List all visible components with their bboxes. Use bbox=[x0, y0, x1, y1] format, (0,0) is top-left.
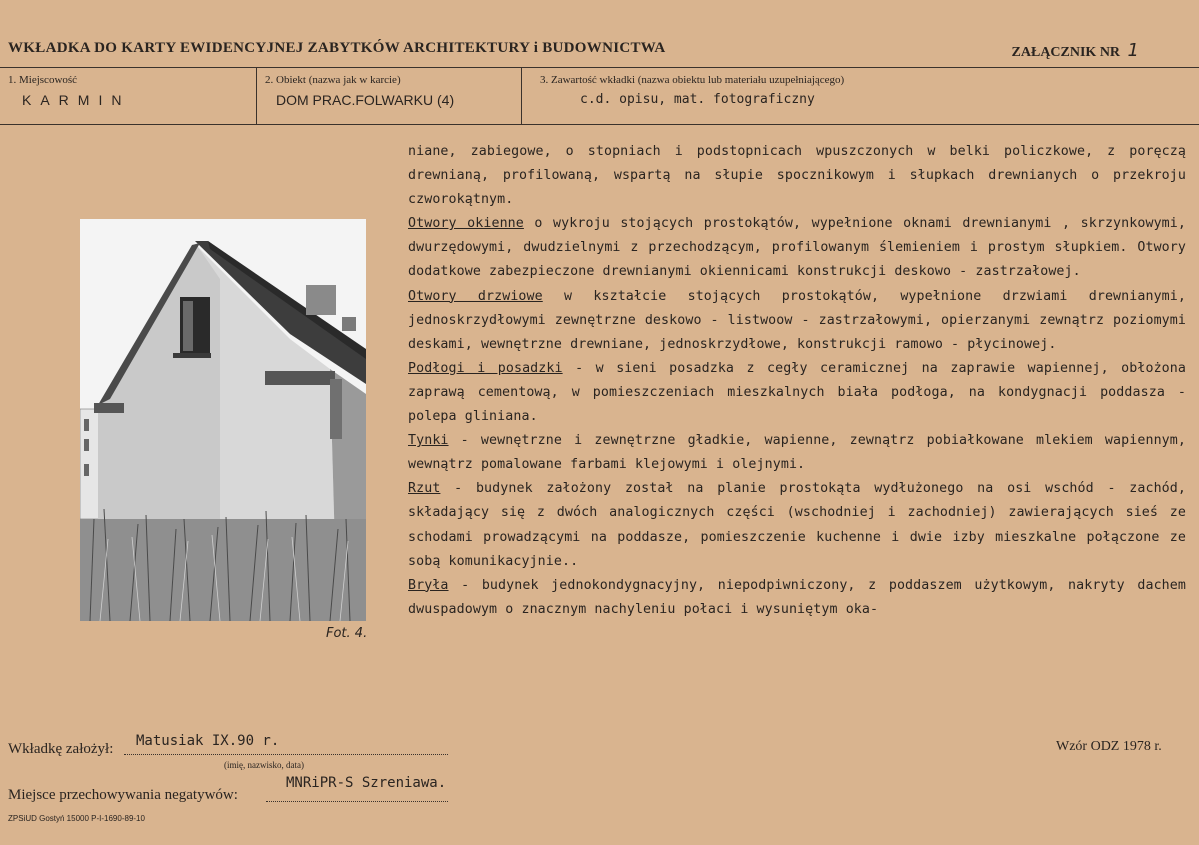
text-doors: w kształcie stojących prostokątów, wypełnione drzwiami drewnianymi, jednoskrzydłowymi zewnętrzne deskowo - listwoow - zastrzałowymi, opierzanymi zewnątrz poziomymi deskami, wewnętrzne drewniane, jednoskrzydłowe, konstrukcji ramowo - płycinowej. bbox=[408, 288, 1186, 352]
field-contents-value: c.d. opisu, mat. fotograficzny bbox=[580, 92, 815, 107]
heading-doors: Otwory drzwiowe bbox=[408, 288, 543, 304]
heading-windows: Otwory okienne bbox=[408, 216, 524, 232]
created-by-value: Matusiak IX.90 r. bbox=[136, 733, 280, 749]
created-by-line bbox=[124, 754, 448, 755]
field-place-label: 1. Miejscowość bbox=[8, 74, 78, 86]
paragraph-floors bbox=[408, 357, 1186, 429]
negatives-storage-value: MNRiPR-S Szreniawa. bbox=[286, 775, 447, 791]
negatives-storage-label: Miejsce przechowywania negatywów: bbox=[8, 787, 238, 803]
field-place-value: KARMIN bbox=[22, 92, 131, 108]
form-title: WKŁADKA DO KARTY EWIDENCYJNEJ ZABYTKÓW ARCHITEKTURY i BUDOWNICTWA bbox=[8, 40, 666, 56]
header-rule-top bbox=[0, 67, 1199, 68]
paragraph-plan bbox=[408, 477, 1186, 573]
paragraph-windows bbox=[408, 212, 1186, 284]
text-plan: - budynek założony został na planie prostokąta wydłużonego na osi wschód - zachód, składający się z dwóch analogicznych części (wschodniej i zachodniej) zawierających sieś ze schodami prowadzącymi na poddasze, pomieszczenie kuchenne i dwie izby mieszkalne połączone ze sobą komunikacyjnie.. bbox=[408, 481, 1186, 569]
annex-number: 1 bbox=[1127, 40, 1139, 61]
text-windows: o wykroju stojących prostokątów, wypełnione oknami drewnianymi , skrzynkowymi, dwurzędowymi, dwudzielnymi z przechodzącym, profilowanym ślemieniem i prostym słupkiem. Otwory dodatkowe zabezpieczone drewnianymi okiennicami konstrukcji deskowo - zastrzałowej. bbox=[408, 216, 1187, 280]
description-text bbox=[408, 140, 1186, 622]
header-rule-bottom bbox=[0, 124, 1199, 125]
text-floors: - w sieni posadzka z cegły ceramicznej na zaprawie wapiennej, obłożona zaprawą cementową, w pomieszczeniach mieszkalnych biała podłoga, na kondygnacji poddasza - polepa gliniana. bbox=[408, 360, 1186, 425]
paragraph-stairs: niane, zabiegowe, o stopniach i podstopnicach wpuszczonych w belki policzkowe, z poręczą drewnianą, profilowaną, wspartą na słupie spocznikowym i słupkach drewnianych o przekroju czworokątnym. bbox=[408, 144, 1186, 208]
paragraph-doors bbox=[408, 285, 1186, 357]
photo-caption: Fot. 4. bbox=[326, 626, 368, 641]
created-by-label: Wkładkę założył: bbox=[8, 741, 114, 757]
field-object-value: DOM PRAC.FOLWARKU (4) bbox=[276, 92, 455, 108]
field-contents-label: 3. Zawartość wkładki (nazwa obiektu lub materiału uzupełniającego) bbox=[540, 74, 845, 86]
heading-floors: Podłogi i posadzki bbox=[408, 360, 563, 376]
paragraph-plaster bbox=[408, 429, 1186, 477]
heading-plaster: Tynki bbox=[408, 433, 449, 449]
annex-label: ZAŁĄCZNIK NR bbox=[1011, 45, 1121, 60]
annex-number-label bbox=[1012, 40, 1139, 61]
form-template: Wzór ODZ 1978 r. bbox=[1056, 739, 1162, 754]
text-plaster: - wewnętrzne i zewnętrzne gładkie, wapienne, zewnątrz pobiałkowane mlekiem wapiennym, wewnątrz pomalowane farbami klejowymi i olejnymi. bbox=[408, 433, 1186, 473]
house-photo bbox=[80, 219, 366, 621]
field-divider-1 bbox=[256, 67, 257, 124]
printer-info: ZPSiUD Gostyń 15000 P-I-1690-89-10 bbox=[8, 814, 145, 823]
created-by-hint: (imię, nazwisko, data) bbox=[224, 760, 304, 770]
field-divider-2 bbox=[521, 67, 522, 124]
text-massing: - budynek jednokondygnacyjny, niepodpiwniczony, z poddaszem użytkowym, nakryty dachem dwuspadowym o znacznym nachyleniu połaci i wysuniętym oka- bbox=[408, 577, 1186, 617]
negatives-storage-line bbox=[266, 801, 448, 802]
field-object-label: 2. Obiekt (nazwa jak w karcie) bbox=[265, 74, 401, 86]
heading-massing: Bryła bbox=[408, 577, 449, 593]
paragraph-massing bbox=[408, 574, 1186, 622]
heading-plan: Rzut bbox=[408, 481, 441, 497]
